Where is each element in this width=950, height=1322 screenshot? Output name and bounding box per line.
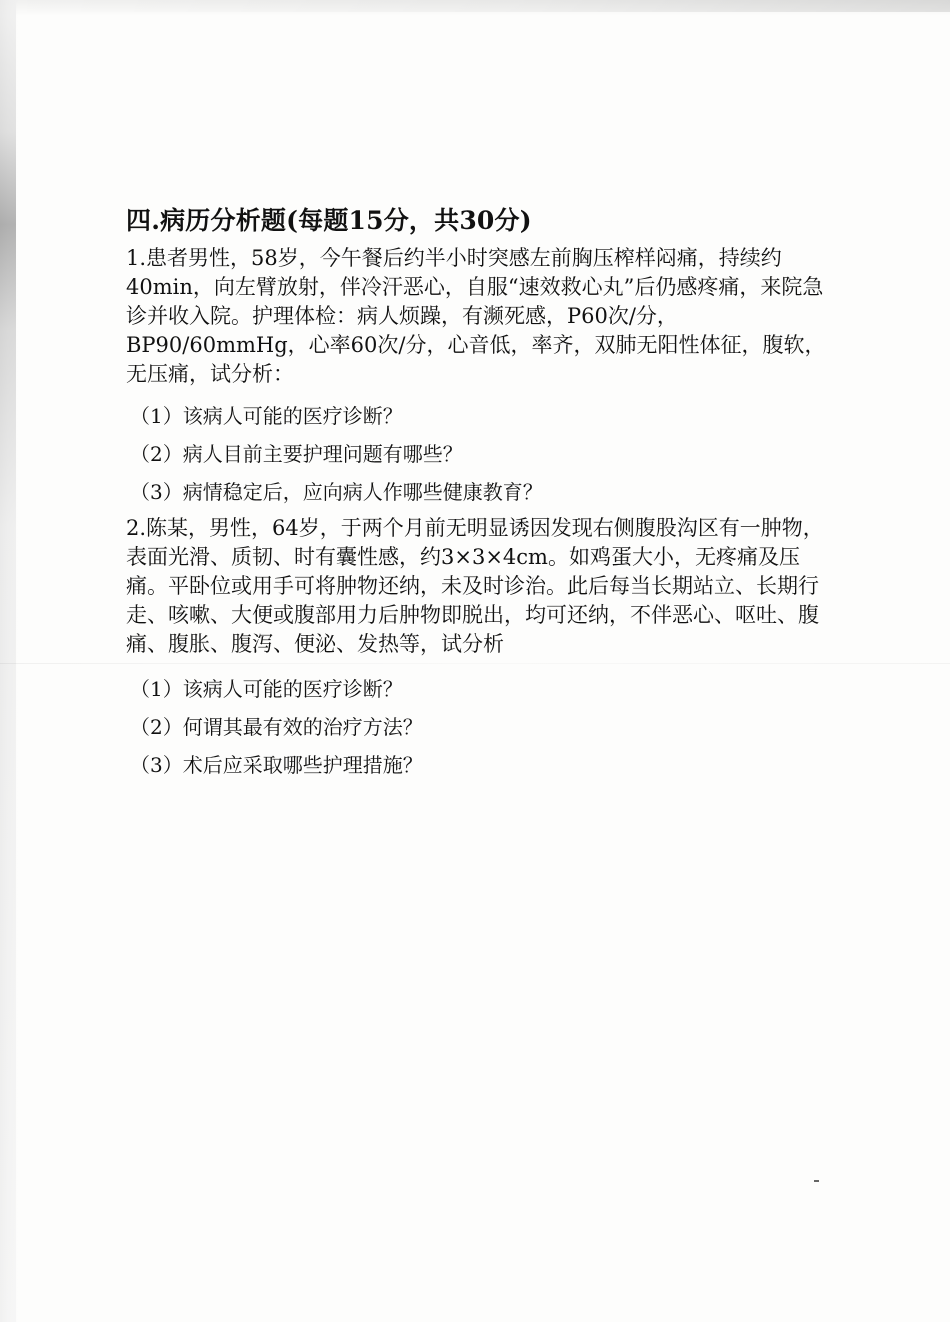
case-2-question-3: （3）术后应采取哪些护理措施？ — [130, 753, 423, 777]
case-1-text: 1.患者男性，58岁，今午餐后约半小时突感左前胸压榨样闷痛，持续约40min，向左臂放射，伴冷汗恶心，自服“速效救心丸”后仍感疼痛，来院急诊并收入院。护理体检：病人烦躁，有濒死感，P60次/分，BP90/60mmHg，心率60次/分，心音低，率齐，双肺无阳性体征，腹软，无压痛，试分析： — [126, 246, 826, 386]
case-1-question-1: （1）该病人可能的医疗诊断？ — [130, 404, 403, 428]
scan-shadow-left — [0, 0, 16, 1322]
scan-shadow-top — [0, 0, 950, 12]
case-1-question-3: （3）病情稳定后，应向病人作哪些健康教育？ — [130, 480, 543, 504]
case-2-question-2: （2）何谓其最有效的治疗方法？ — [130, 715, 423, 739]
case-2-question-1: （1）该病人可能的医疗诊断？ — [130, 677, 403, 701]
case-1-question-2: （2）病人目前主要护理问题有哪些？ — [130, 442, 463, 466]
case-2-text: 2.陈某，男性，64岁，于两个月前无明显诱因发现右侧腹股沟区有一肿物，表面光滑、质韧、时有囊性感，约3×3×4cm。如鸡蛋大小，无疼痛及压痛。平卧位或用手可将肿物还纳，未及时诊治。此后每当长期站立、长期行走、咳嗽、大便或腹部用力后肿物即脱出，均可还纳，不伴恶心、呕吐、腹痛、腹胀、腹泻、便泌、发热等，试分析 — [126, 516, 824, 656]
scan-speck — [814, 1180, 819, 1182]
exam-content — [126, 204, 846, 779]
section-title: 四.病历分析题(每题15分，共30分) — [126, 206, 532, 235]
